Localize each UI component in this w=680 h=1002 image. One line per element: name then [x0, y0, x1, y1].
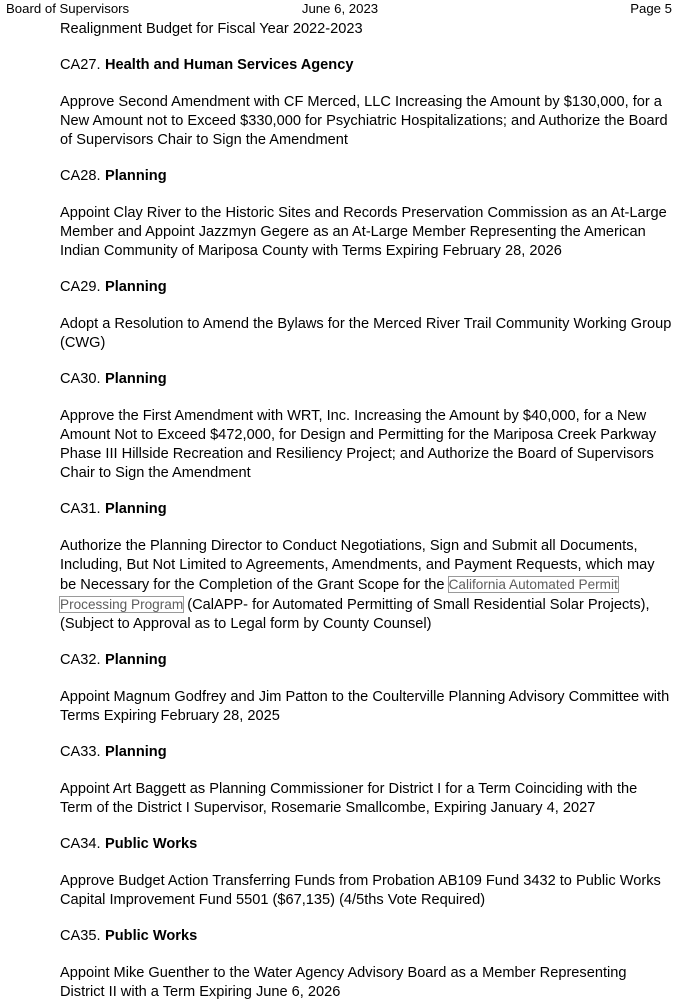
agenda-item-header [60, 651, 672, 670]
agenda-item-header [60, 167, 672, 186]
item-number: CA30. [60, 371, 101, 387]
item-description [60, 537, 672, 634]
item-number: CA29. [60, 279, 101, 295]
item-number: CA27. [60, 57, 101, 73]
header-board-name: Board of Supervisors [6, 1, 130, 16]
item-number: CA31. [60, 501, 101, 517]
item-description: Appoint Mike Guenther to the Water Agency Advisory Board as a Member Representing District II with a Term Expiring June 6, 2026 [60, 965, 627, 1000]
item-department: Planning [105, 371, 167, 387]
item-description: Appoint Magnum Godfrey and Jim Patton to the Coulterville Planning Advisory Committee with Terms Expiring February 28, 2025 [60, 689, 670, 724]
item-description: Appoint Art Baggett as Planning Commissioner for District I for a Term Coinciding with the Term of the District I Supervisor, Rosemarie Smallcombe, Expiring January 4, 2027 [60, 781, 638, 816]
item-description: Adopt a Resolution to Amend the Bylaws for the Merced River Trail Community Working Group (CWG) [60, 316, 672, 351]
item-department: Public Works [105, 836, 198, 852]
agenda-item-header [60, 278, 672, 297]
calapp-program-link[interactable]: California Automated Permit Processing Program [60, 577, 618, 612]
agenda-item-header [60, 56, 672, 75]
item-description-text: (CalAPP- for Automated Permitting of Small Residential Solar Projects), (Subject to Approval as to Legal form by County Counsel) [60, 597, 650, 632]
item-department: Planning [105, 279, 167, 295]
item-department: Health and Human Services Agency [105, 57, 354, 73]
continued-text: Realignment Budget for Fiscal Year 2022-2023 [60, 21, 363, 37]
item-department: Planning [105, 652, 167, 668]
item-number: CA35. [60, 928, 101, 944]
item-department: Planning [105, 168, 167, 184]
item-description: Approve Second Amendment with CF Merced, LLC Increasing the Amount by $130,000, for a New Amount not to Exceed $330,000 for Psychiatric Hospitalizations; and Authorize the Board of Supervisors Chair to Sign the Amendment [60, 94, 668, 148]
item-department: Planning [105, 744, 167, 760]
agenda-item-header [60, 500, 672, 519]
item-description: Appoint Clay River to the Historic Sites and Records Preservation Commission as an At-Large Member and Appoint Jazzmyn Gegere as an At-Large Member Representing the American Indian Community of Mariposa County with Terms Expiring February 28, 2026 [60, 205, 667, 259]
page-header [0, 0, 680, 18]
agenda-item-header [60, 370, 672, 389]
agenda-item-header [60, 743, 672, 762]
agenda-content [60, 20, 672, 1002]
item-department: Public Works [105, 928, 198, 944]
item-description: Approve Budget Action Transferring Funds from Probation AB109 Fund 3432 to Public Works Capital Improvement Fund 5501 ($67,135) (4/5ths Vote Required) [60, 873, 661, 908]
item-description: Approve the First Amendment with WRT, Inc. Increasing the Amount by $40,000, for a New Amount Not to Exceed $472,000, for Design and Permitting for the Mariposa Creek Parkway Phase III Hillside Recreation and Resiliency Project; and Authorize the Board of Supervisors Chair to Sign the Amendment [60, 408, 657, 481]
item-department: Planning [105, 501, 167, 517]
item-number: CA34. [60, 836, 101, 852]
agenda-item-header [60, 927, 672, 946]
header-date: June 6, 2023 [301, 1, 379, 16]
item-number: CA33. [60, 744, 101, 760]
item-description-text: Authorize the Planning Director to Conduct Negotiations, Sign and Submit all Documents, Including, But Not Limited to Agreements, Amendments, and Payment Requests, which may be Necessary for the Completion of the Grant Scope for the [60, 538, 655, 593]
item-number: CA32. [60, 652, 101, 668]
item-number: CA28. [60, 168, 101, 184]
header-page-number: Page 5 [630, 1, 672, 16]
agenda-item-header [60, 835, 672, 854]
